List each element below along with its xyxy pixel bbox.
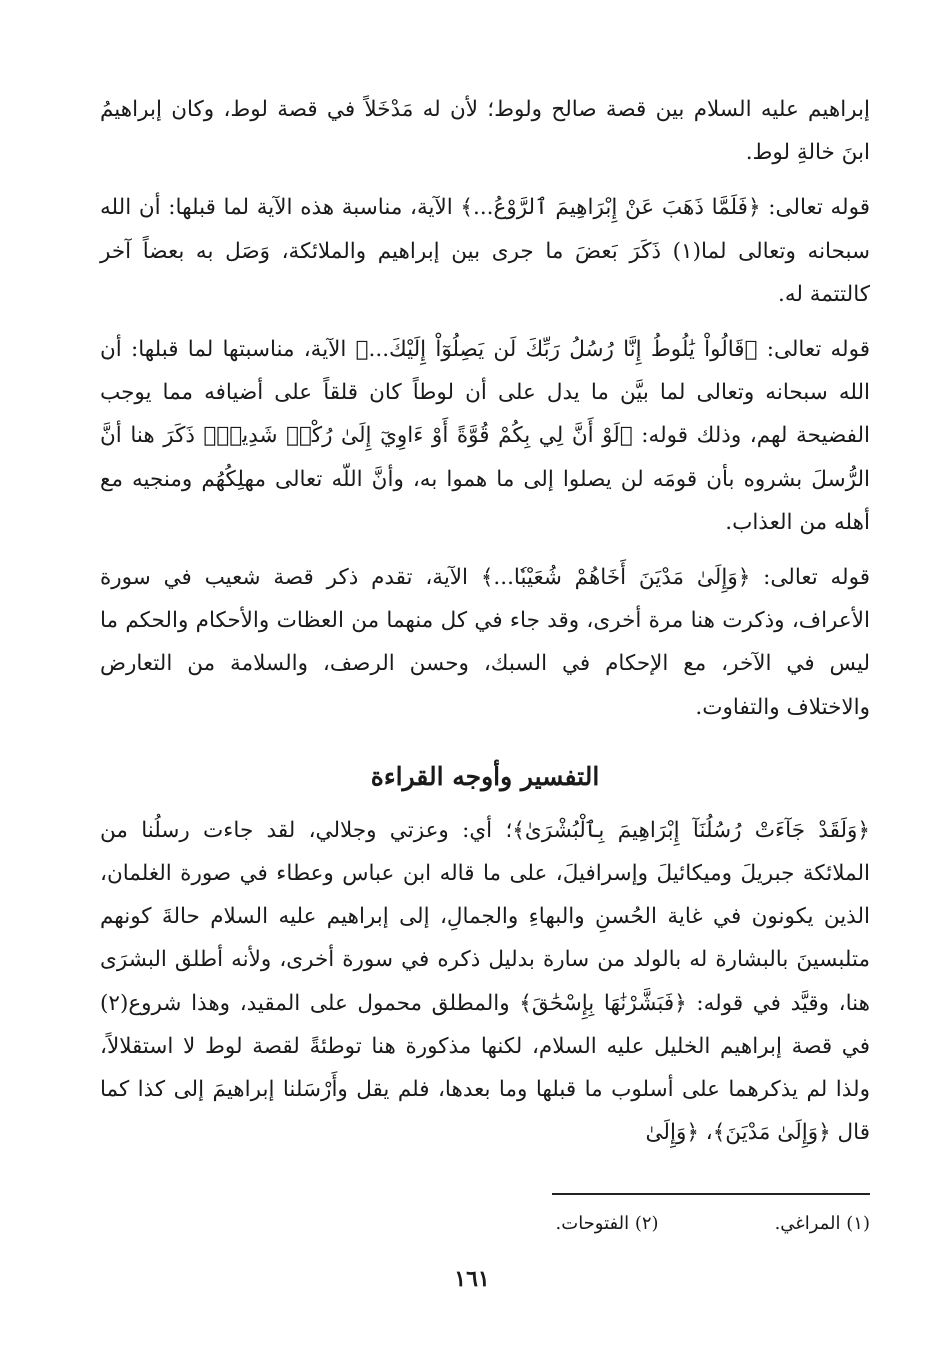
footnotes xyxy=(370,1210,870,1238)
paragraph-4: قوله تعالى: ﴿وَإِلَىٰ مَدْيَنَ أَخَاهُمْ شُعَيْبٗا...﴾ الآية، تقدم ذكر قصة شعيب في سورة الأعراف، وذكرت هنا مرة أخرى، وقد جاء في كل منهما من العظات والأحكام والحكم ما ليس في الآخر، مع الإحكام في السبك، وحسن الرصف، والسلامة من التعارض والاختلاف والتفاوت. xyxy=(100,565,870,720)
page-body xyxy=(100,88,870,1154)
paragraph-3: قوله تعالى: ﴿قَالُواْ يَٰلُوطُ إِنَّا رُسُلُ رَبِّكَ لَن يَصِلُوٓاْ إِلَيْكَ...﴾ الآية، مناسبتها لما قبلها: أن الله سبحانه وتعالى لما بيَّن ما يدل على أن لوطاً كان قلقاً على أضيافه مما يوجب الفضيحة لهم، وذلك قوله: ﴿لَوْ أَنَّ لِي بِكُمْ قُوَّةً أَوْ ءَاوِيٓ إِلَىٰ رُكْنٖ شَدِيدٖ﴾ ذَكَرَ هنا أنَّ الرُّسلَ بشروه بأن قومَه لن يصلوا إلى ما هموا به، وأنَّ اللّه تعالى مهلِكُهُم ومنجيه مع أهله من العذاب. xyxy=(100,337,870,535)
paragraph-5: ﴿وَلَقَدْ جَآءَتْ رُسُلُنَآ إِبْرَاهِيمَ بِٱلْبُشْرَىٰ﴾؛ أي: وعزتي وجلالي، لقد جاءت رسلُنا من الملائكة جبريلَ وميكائيلَ وإسرافيلَ، على ما قاله ابن عباس وعطاء في صورة الغلمان، الذين يكونون في غاية الحُسنِ والبهاءِ والجمالِ، إلى إبراهيم عليه السلام حالةَ كونهم متلبسينَ بالبشارة له بالولد من سارة بدليل ذكره في سورة أخرى، ولأنه أطلق البشرَى هنا، وقيَّد في قوله: ﴿فَبَشَّرْنَٰهَا بِإِسْحَٰقَ﴾ والمطلق محمول على المقيد، وهذا شروع(٢) في قصة إبراهيم الخليل عليه السلام، لكنها مذكورة هنا توطئةً لقصة لوط لا استقلالاً، ولذا لم يذكرهما على أسلوب ما قبلها وما بعدها، فلم يقل وأَرْسَلنا إبراهيمَ إلى كذا كما قال ﴿وَإِلَىٰ مَدْيَنَ﴾، ﴿وَإِلَىٰ xyxy=(100,817,870,1146)
footnote-1: (١) المراغي. xyxy=(774,1213,870,1234)
paragraph-2: قوله تعالى: ﴿فَلَمَّا ذَهَبَ عَنْ إِبْرَاهِيمَ ٱلرَّوْعُ...﴾ الآية، مناسبة هذه الآية لما قبلها: أن الله سبحانه وتعالى لما(١) ذَكَرَ بَعضَ ما جرى بين إبراهيم والملائكة، وَصَل به بعضاً آخر كالتتمة له. xyxy=(100,195,870,307)
paragraph-1: إبراهيم عليه السلام بين قصة صالح ولوط؛ لأن له مَدْخَلاً في قصة لوط، وكان إبراهيمُ ابنَ خالةِ لوط. xyxy=(100,97,870,166)
page-number: ١٦١ xyxy=(454,1266,490,1292)
section-heading: التفسير وأوجه القراءة xyxy=(370,761,600,791)
footnote-divider xyxy=(552,1193,870,1195)
footnote-2: (٢) الفتوحات. xyxy=(555,1213,659,1234)
